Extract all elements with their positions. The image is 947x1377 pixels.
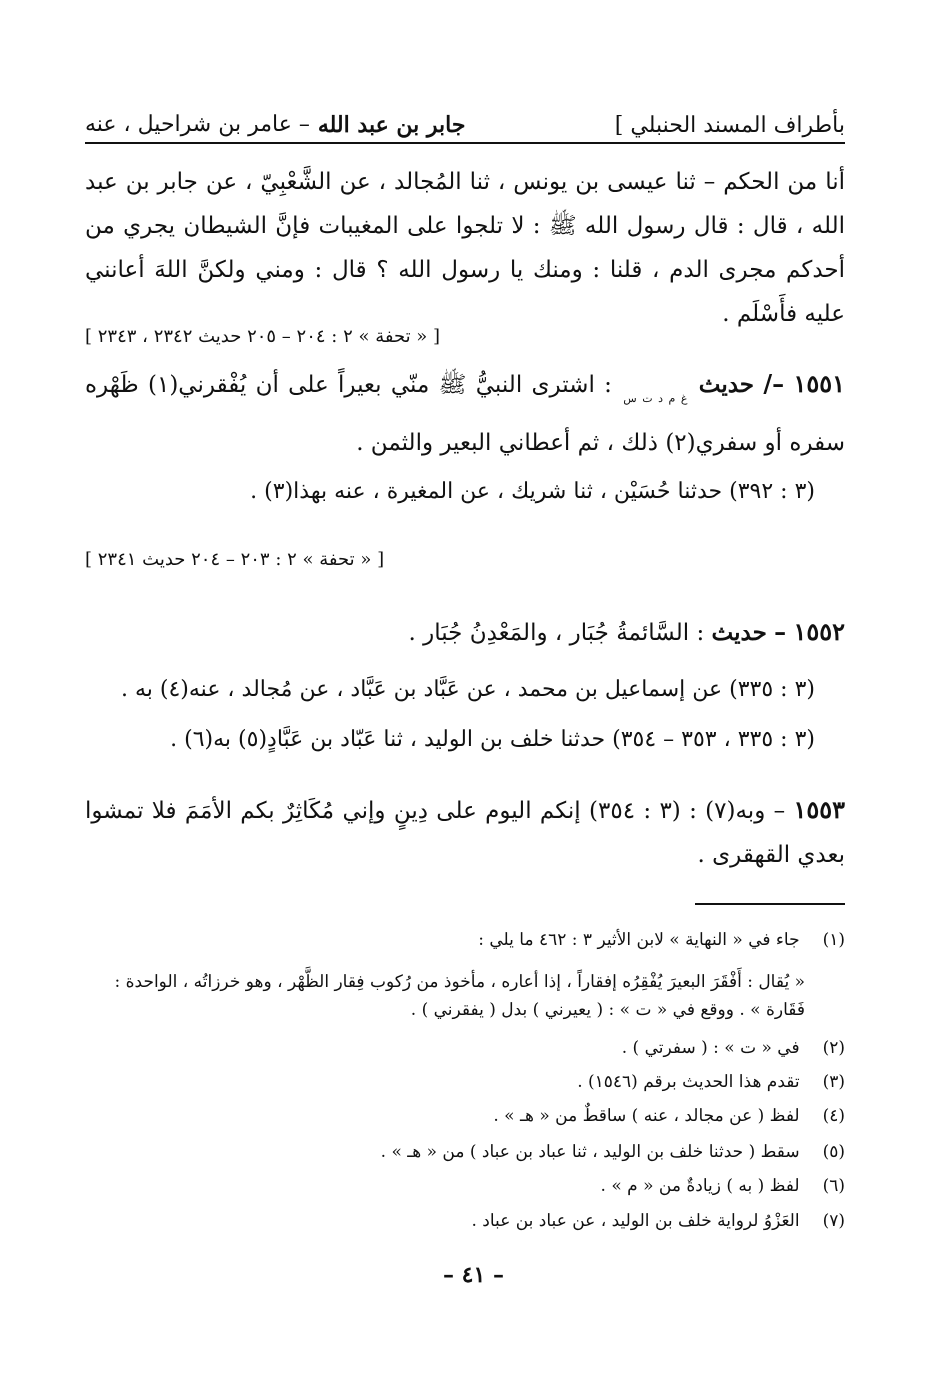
entry-dash: –/: [763, 369, 785, 398]
tuhfa-reference-2: [ « تحفة » ٢ : ٢٠٣ – ٢٠٤ حديث ٢٣٤١ ]: [85, 549, 385, 570]
footnote-5: [85, 1138, 845, 1166]
source-symbols: غ م د ت س: [623, 392, 688, 405]
source-1551: (٣ : ٣٩٢) حدثنا حُسَيْن ، ثنا شريك ، عن المغيرة ، عنه بهذا(٣) .: [250, 479, 815, 504]
entry-number: ١٥٥١: [793, 369, 846, 398]
footnote-text: لفظ ( عن مجالد ، عنه ) ساقطٌ من « هـ » .: [493, 1106, 800, 1126]
footnote-text: العَزْوُ لرواية خلف بن الوليد ، عن عباد بن عباد .: [471, 1211, 800, 1231]
source-1552-a: (٣ : ٣٣٥) عن إسماعيل بن محمد ، عن عَبَّاد بن عَبَّاد ، عن مُجالد ، عنه(٤) به .: [120, 677, 815, 702]
entry-text: : اشترى النبيُّ ﷺ منّي بعيراً على أن يُفْقرني(١) ظَهْره سفره أو سفري(٢) ذلك ، ثم أعطاني البعير والثمن .: [85, 372, 845, 456]
entry-keyword: حديث: [711, 619, 767, 646]
footnote-text: سقط ( حدثنا خلف بن الوليد ، ثنا عباد بن عباد ) من « هـ » .: [380, 1142, 800, 1162]
footnote-1: [85, 926, 845, 954]
footnote-3: [85, 1068, 845, 1096]
footnote-text: جاء في « النهاية » لابن الأثير ٣ : ٤٦٢ ما يلي :: [478, 930, 800, 950]
hadith-entry-1553: [85, 788, 845, 877]
hadith-entry-1552: [85, 610, 845, 655]
footnote-number: (٦): [822, 1176, 845, 1196]
footnote-1-continuation: [85, 968, 845, 1024]
entry-keyword: حديث: [698, 371, 755, 398]
header-narrator-line: [85, 112, 465, 138]
footnote-7: [85, 1207, 845, 1235]
entry-text: – وبه(٧) : (٣ : ٣٥٤) إنكم اليوم على دِينٍ وإني مُكَاثِرٌ بكم الأمَمَ فلا تمشوا بعدي القهقرى .: [85, 798, 845, 868]
page-number: – ٤١ –: [443, 1262, 504, 1288]
entry-number: ١٥٥٢: [793, 617, 845, 646]
entry-text: : السَّائمةُ جُبَار ، والمَعْدِنُ جُبَار .: [408, 620, 705, 646]
footnote-text: في « ت » : ( سفرتي ) .: [621, 1038, 800, 1058]
footnote-4: [85, 1102, 845, 1130]
footnote-number: (٤): [822, 1106, 845, 1126]
footnote-text: « يُقال : أَفْقَرَ البعيرَ يُفْقِرُه إفقاراً ، إذا أعاره ، مأخوذ من رُكوب فِقار الظَّهْر ، وهو خرزاتُه ، الواحدة : فَقَارة » . ووقع في « ت » : ( يعيرني ) بدل ( يفقرني ) .: [114, 972, 805, 1020]
footnote-6: [85, 1172, 845, 1200]
hadith-entry-1551: [85, 362, 845, 465]
header-narrator: جابر بن عبد الله: [317, 112, 466, 138]
footnote-text: لفظ ( به ) زيادةٌ من « م » .: [600, 1176, 800, 1196]
footnote-separator: [695, 903, 845, 905]
footnote-number: (١): [822, 930, 845, 950]
footnote-text: تقدم هذا الحديث برقم (١٥٤٦) .: [577, 1072, 800, 1092]
running-header: [85, 100, 845, 144]
footnote-number: (٣): [822, 1072, 845, 1092]
intro-paragraph: أنا من الحكم – ثنا عيسى بن يونس ، ثنا المُجالد ، عن الشَّعْبِيّ ، عن جابر بن عبد الله ، قال : قال رسول الله ﷺ : لا تلجوا على المغيبات فإنَّ الشيطان يجري من أحدكم مجرى الدم ، قلنا : ومنك يا رسول الله ؟ قال : ومني ولكنَّ اللهَ أعانني عليه فأَسْلَم .: [85, 169, 845, 327]
footnote-number: (٥): [822, 1142, 845, 1162]
source-1552-b: (٣ : ٣٣٥ ، ٣٥٣ – ٣٥٤) حدثنا خلف بن الوليد ، ثنا عَبّاد بن عَبَّادٍ(٥) به(٦) .: [170, 727, 815, 752]
footnote-2: [85, 1034, 845, 1062]
footnote-number: (٧): [822, 1211, 845, 1231]
entry-number: ١٥٥٣: [793, 795, 846, 824]
header-book-title: بأطراف المسند الحنبلي ]: [614, 113, 845, 138]
header-sub-narrator: – عامر بن شراحيل ، عنه: [85, 112, 310, 137]
entry-dash: –: [774, 617, 787, 646]
footnote-number: (٢): [822, 1038, 845, 1058]
tuhfa-reference-1: [ « تحفة » ٢ : ٢٠٤ – ٢٠٥ حديث ٢٣٤٢ ، ٢٣٤٣ ]: [85, 326, 441, 347]
